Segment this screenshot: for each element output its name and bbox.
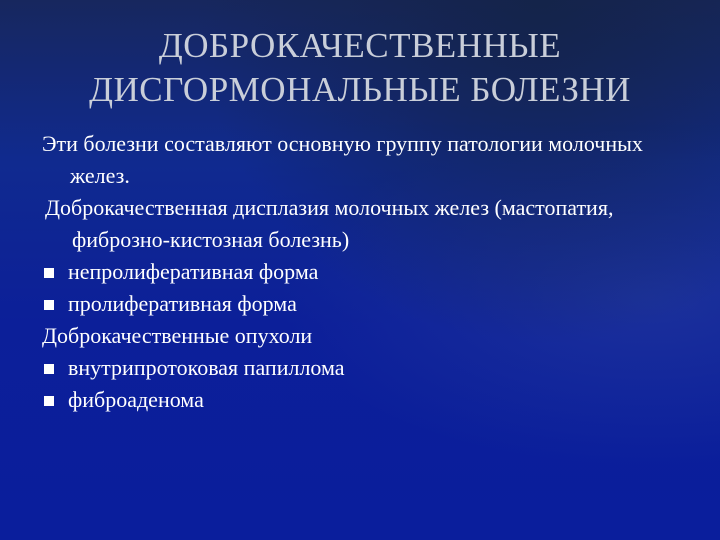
section-heading-tumors: Доброкачественные опухоли [42, 323, 313, 348]
list-item [42, 352, 682, 384]
section-heading-dysplasia: Доброкачественная дисплазия молочных желез (мастопатия, фиброзно-кистозная болезнь) [45, 195, 614, 252]
list-item [42, 288, 682, 320]
slide-title-line-1: ДОБРОКАЧЕСТВЕННЫЕ [158, 26, 562, 65]
list-item [42, 384, 682, 416]
list-item-label: фиброаденома [68, 387, 204, 412]
list-item-label: внутрипротоковая папиллома [68, 355, 345, 380]
slide-body [42, 128, 682, 416]
square-bullet-icon [44, 300, 54, 310]
slide-title [0, 24, 720, 112]
list-item-label: непролиферативная форма [68, 259, 319, 284]
square-bullet-icon [44, 396, 54, 406]
intro-paragraph: Эти болезни составляют основную группу патологии молочных желез. [42, 131, 643, 188]
square-bullet-icon [44, 364, 54, 374]
square-bullet-icon [44, 268, 54, 278]
slide-title-line-2: ДИСГОРМОНАЛЬНЫЕ БОЛЕЗНИ [89, 70, 631, 109]
list-item [42, 256, 682, 288]
list-item-label: пролиферативная форма [68, 291, 297, 316]
